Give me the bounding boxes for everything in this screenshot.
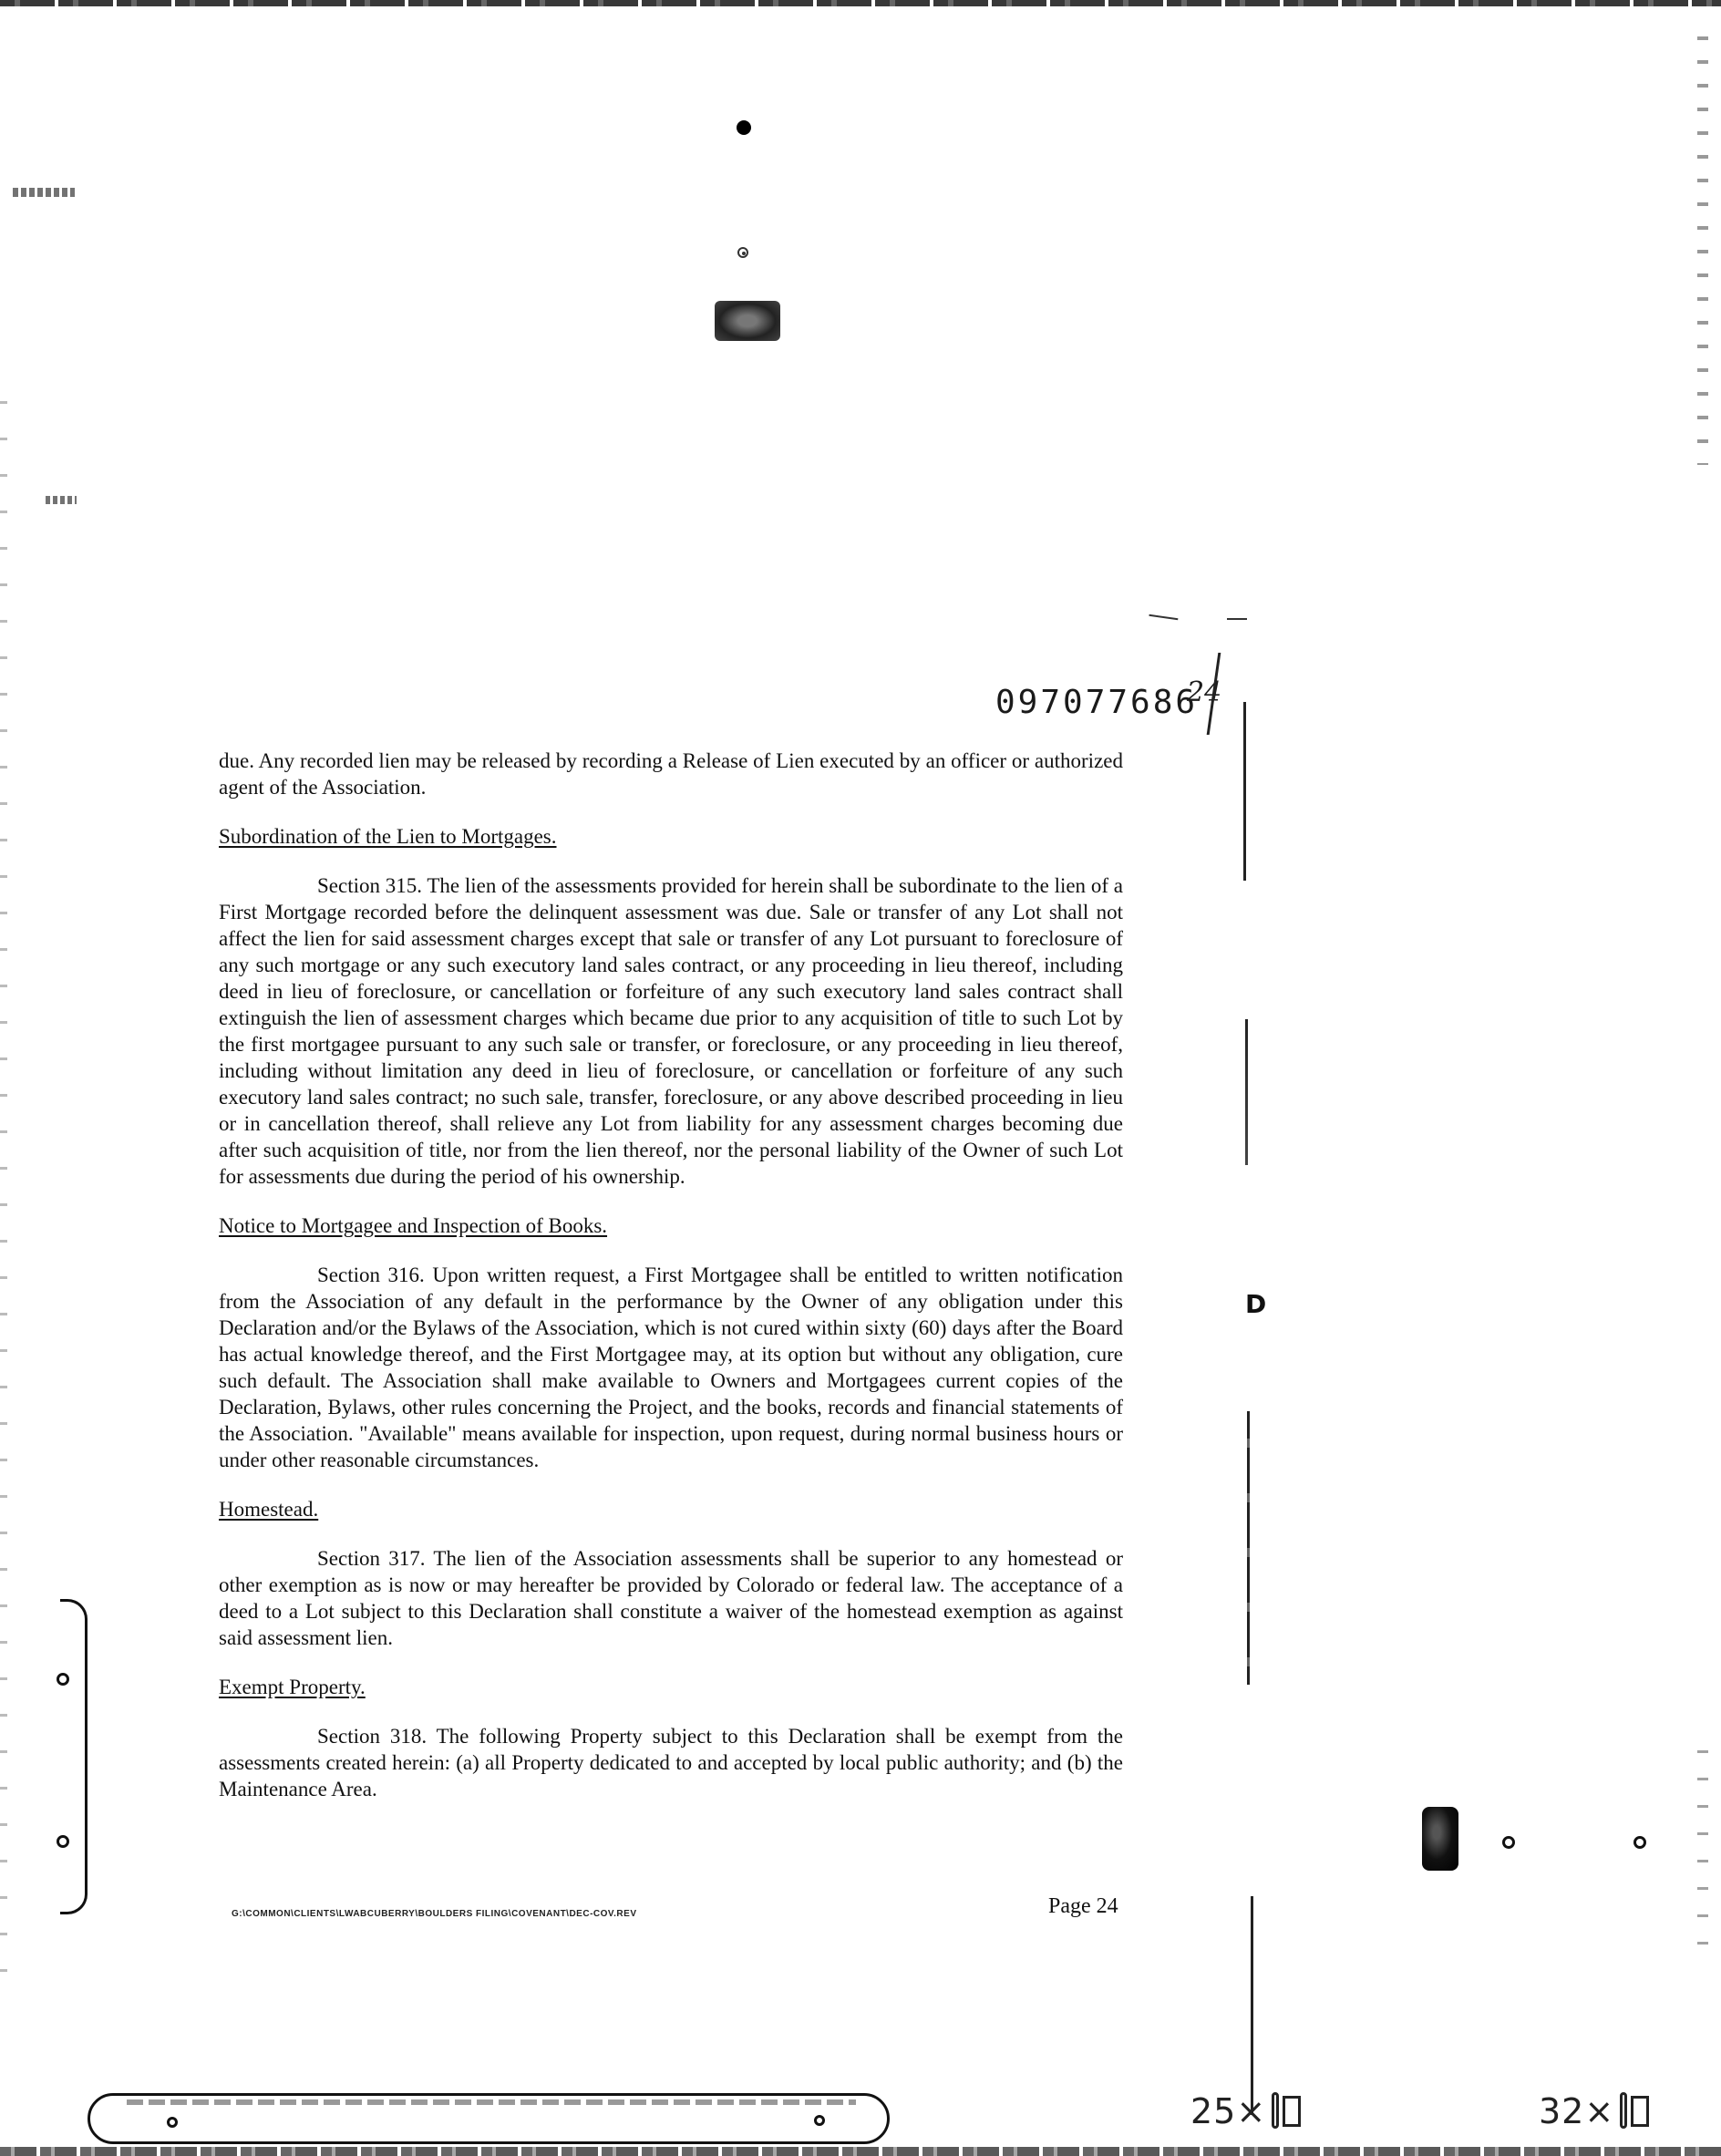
right-margin-line: [1245, 1019, 1248, 1165]
right-margin-line: [1243, 702, 1246, 881]
film-marker-circle: [1633, 1836, 1646, 1849]
film-bar-glyph: [1620, 2092, 1627, 2129]
punch-dot-small: [737, 247, 748, 258]
recording-page-suffix: 24: [1187, 676, 1222, 708]
section-paragraph: [219, 1723, 1123, 1802]
film-strip-circle: [814, 2115, 825, 2126]
film-strip-outline: [88, 2093, 890, 2144]
section-heading: Subordination of the Lien to Mortgages.: [219, 825, 557, 848]
film-marker-block: [1422, 1807, 1458, 1871]
section-text: The following Property subject to this Declaration shall be exempt from the assessments created herein: (a) all Property dedicated to and accepted by local public authority; and (b) the Maintenance Area.: [219, 1725, 1123, 1800]
section-text: The lien of the Association assessments shall be superior to any homestead or other exemption as is now or may hereafter be provided by Colorado or federal law. The acceptance of a deed to a Lot subject to this Declaration shall constitute a waiver of the homestead exemption as against said assessment lien.: [219, 1547, 1123, 1649]
left-binder-bracket: [60, 1599, 88, 1914]
right-margin-line: [1247, 1411, 1250, 1685]
intro-paragraph: due. Any recorded lien may be released by recording a Release of Lien executed by an officer or authorized agent of the Association.: [219, 749, 1123, 799]
film-bar-glyph: [1272, 2092, 1279, 2129]
file-path-footer: G:\COMMON\CLIENTS\LWABCUBERRY\BOULDERS FILING\COVENANT\DEC-COV.REV: [232, 1909, 637, 1919]
section-heading: Notice to Mortgagee and Inspection of Books.: [219, 1214, 608, 1237]
stamp-tick-mark: [1149, 614, 1179, 625]
film-reduction-mark: 32×: [1539, 2091, 1649, 2131]
section-label: Section 317.: [317, 1547, 426, 1570]
section-paragraph: [219, 1262, 1123, 1473]
section-text: Upon written request, a First Mortgagee shall be entitled to written notification from the Association of any default in the performance by the Owner of any obligation under this Declaration and/or the Bylaws of the Association, which is not cured within sixty (60) days after the Board has actual knowledge thereof, and the First Mortgagee may, at its option but without any obligation, cure such default. The Association shall make available to Owners and Mortgagees current copies of the Declaration, Bylaws, other rules concerning the Project, and the books, records and financial statements of the Association. "Available" means available for inspection, upon request, during normal business hours or under other reasonable circumstances.: [219, 1264, 1123, 1471]
page-number: Page 24: [1048, 1894, 1118, 1918]
section-label: Section 315.: [317, 874, 423, 897]
section-text: The lien of the assessments provided for herein shall be subordinate to the lien of a First Mortgage recorded before the delinquent assessment was due. Sale or transfer of any Lot shall not affect the lien for said assessment charges except that sale or transfer of any Lot pursuant to foreclosure of any such mortgage or any such executory land sales contract, or any proceeding in lieu thereof, including deed in lieu of foreclosure, or cancellation or forfeiture of any such executory land sales contract shall extinguish the lien of assessment charges which became due prior to any acquisition of title to such Lot by the first mortgagee pursuant to any such sale or transfer, or foreclosure, or any proceeding in lieu thereof, including without limitation any deed in lieu of foreclosure, or cancellation or forfeiture of any such executory land sales contract; no such sale, transfer, foreclosure, or any above described proceeding in lieu or in cancellation thereof, shall relieve any Lot from liability for any assessment charges becoming due after such acquisition of title, nor from the lien thereof, nor the personal liability of the Owner of such Lot for assessments due during the period of his ownership.: [219, 874, 1123, 1188]
section-heading: Exempt Property.: [219, 1676, 366, 1698]
film-square-glyph: [1631, 2096, 1649, 2127]
film-square-glyph: [1283, 2096, 1301, 2127]
scan-smudge: [715, 301, 780, 341]
binder-hole: [57, 1673, 69, 1686]
recording-number: 097077686: [995, 684, 1199, 721]
section-heading: Homestead.: [219, 1498, 319, 1521]
scan-edge-bottom: [0, 2147, 1721, 2156]
left-margin-dash-lower: [46, 496, 77, 504]
document-body: [219, 748, 1123, 1802]
film-reduction-mark: 25×: [1190, 2091, 1301, 2131]
section-label: Section 318.: [317, 1725, 428, 1748]
scan-edge-top: [0, 0, 1721, 6]
film-strip-circle: [167, 2117, 178, 2128]
scan-edge-right-marks: [1697, 36, 1708, 465]
punch-dot-top: [737, 120, 751, 135]
margin-letter: D: [1245, 1289, 1267, 1319]
left-margin-dash: [13, 188, 75, 197]
scan-edge-left-marks: [0, 401, 7, 1996]
right-margin-line: [1251, 1896, 1253, 2115]
section-paragraph: [219, 1545, 1123, 1651]
section-paragraph: [219, 872, 1123, 1190]
stamp-tick-mark-right: [1227, 618, 1247, 636]
scan-edge-right-marks-lower: [1697, 1750, 1708, 1969]
section-label: Section 316.: [317, 1264, 425, 1286]
binder-hole: [57, 1835, 69, 1848]
film-marker-circle: [1502, 1836, 1515, 1849]
